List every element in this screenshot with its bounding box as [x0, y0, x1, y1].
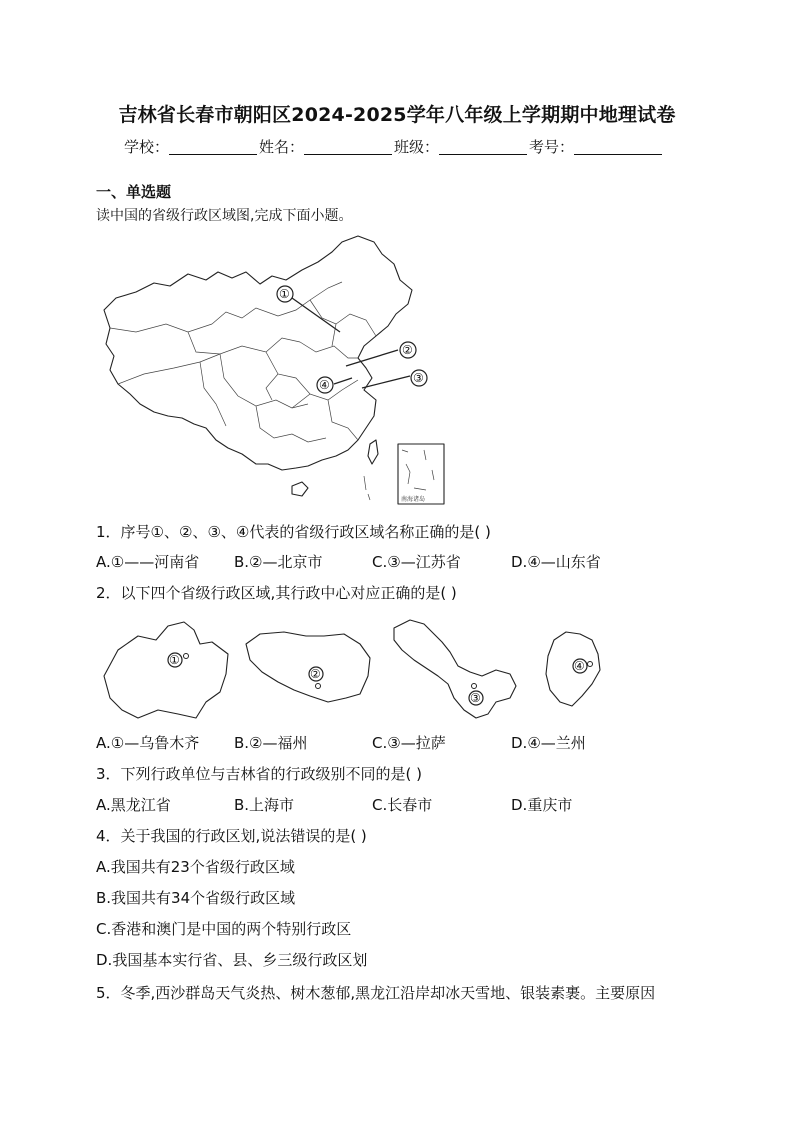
question-4-stem: 4．关于我国的行政区划,说法错误的是( ) — [96, 827, 367, 845]
q4-option-b[interactable]: B.我国共有34个省级行政区域 — [96, 889, 296, 907]
question-3-stem: 3．下列行政单位与吉林省的行政级别不同的是( ) — [96, 765, 423, 783]
province-shape-1 — [104, 622, 228, 718]
class-blank[interactable] — [439, 138, 527, 155]
capital-dot-3 — [472, 684, 477, 689]
marker-2-label: ② — [402, 343, 413, 357]
id-blank[interactable] — [574, 138, 662, 155]
q4-option-c[interactable]: C.香港和澳门是中国的两个特别行政区 — [96, 920, 352, 938]
q4-option-d[interactable]: D.我国基本实行省、县、乡三级行政区划 — [96, 951, 368, 969]
q2-option-c[interactable]: C.③—拉萨 — [372, 734, 446, 752]
taiwan-island — [368, 440, 378, 464]
q1-option-b[interactable]: B.②—北京市 — [234, 553, 323, 571]
province-shape-4 — [546, 632, 600, 706]
marker-1-label: ① — [279, 287, 290, 301]
question-5-stem: 5．冬季,西沙群岛天气炎热、树木葱郁,黑龙江沿岸却冰天雪地、银装素裹。主要原因 — [96, 984, 656, 1002]
capital-dot-2 — [316, 684, 321, 689]
question-1-stem: 1．序号①、②、③、④代表的省级行政区域名称正确的是( ) — [96, 523, 491, 541]
q2-option-a[interactable]: A.①—乌鲁木齐 — [96, 734, 200, 752]
inset-label: 南海诸岛 — [401, 496, 426, 503]
name-label: 姓名： — [259, 138, 305, 156]
shape-marker-2-label: ② — [310, 667, 321, 681]
province-shape-2 — [246, 632, 370, 702]
section-title: 一、单选题 — [96, 183, 172, 201]
school-label: 学校： — [124, 138, 170, 156]
china-outline — [104, 236, 412, 470]
school-blank[interactable] — [169, 138, 257, 155]
q1-option-d[interactable]: D.④—山东省 — [511, 553, 601, 571]
marker-3-label: ③ — [413, 371, 424, 385]
province-shapes-figure — [98, 614, 618, 724]
id-label: 考号： — [529, 138, 575, 156]
q3-option-a[interactable]: A.黑龙江省 — [96, 796, 171, 814]
shape-marker-4-label: ④ — [574, 659, 585, 673]
china-province-map — [96, 228, 456, 508]
q2-option-d[interactable]: D.④—兰州 — [511, 734, 586, 752]
province-shape-3 — [394, 620, 516, 718]
capital-dot-1 — [184, 654, 189, 659]
q1-option-a[interactable]: A.①——河南省 — [96, 553, 200, 571]
q1-option-c[interactable]: C.③—江苏省 — [372, 553, 461, 571]
q4-option-a[interactable]: A.我国共有23个省级行政区域 — [96, 858, 295, 876]
q2-option-b[interactable]: B.②—福州 — [234, 734, 308, 752]
shape-marker-1-label: ① — [169, 653, 180, 667]
class-label: 班级： — [394, 138, 440, 156]
question-2-stem: 2．以下四个省级行政区域,其行政中心对应正确的是( ) — [96, 584, 457, 602]
marker-4-label: ④ — [319, 378, 330, 392]
section-intro: 读中国的省级行政区域图,完成下面小题。 — [96, 208, 353, 224]
name-blank[interactable] — [304, 138, 392, 155]
q3-option-c[interactable]: C.长春市 — [372, 796, 433, 814]
q3-option-d[interactable]: D.重庆市 — [511, 796, 573, 814]
capital-dot-4 — [588, 662, 593, 667]
south-china-sea-inset — [398, 444, 444, 504]
page-title: 吉林省长春市朝阳区2024-2025学年八年级上学期期中地理试卷 — [118, 104, 676, 126]
hainan-island — [292, 482, 308, 496]
student-info-row — [124, 136, 664, 157]
q3-option-b[interactable]: B.上海市 — [234, 796, 295, 814]
shape-marker-3-label: ③ — [470, 691, 481, 705]
